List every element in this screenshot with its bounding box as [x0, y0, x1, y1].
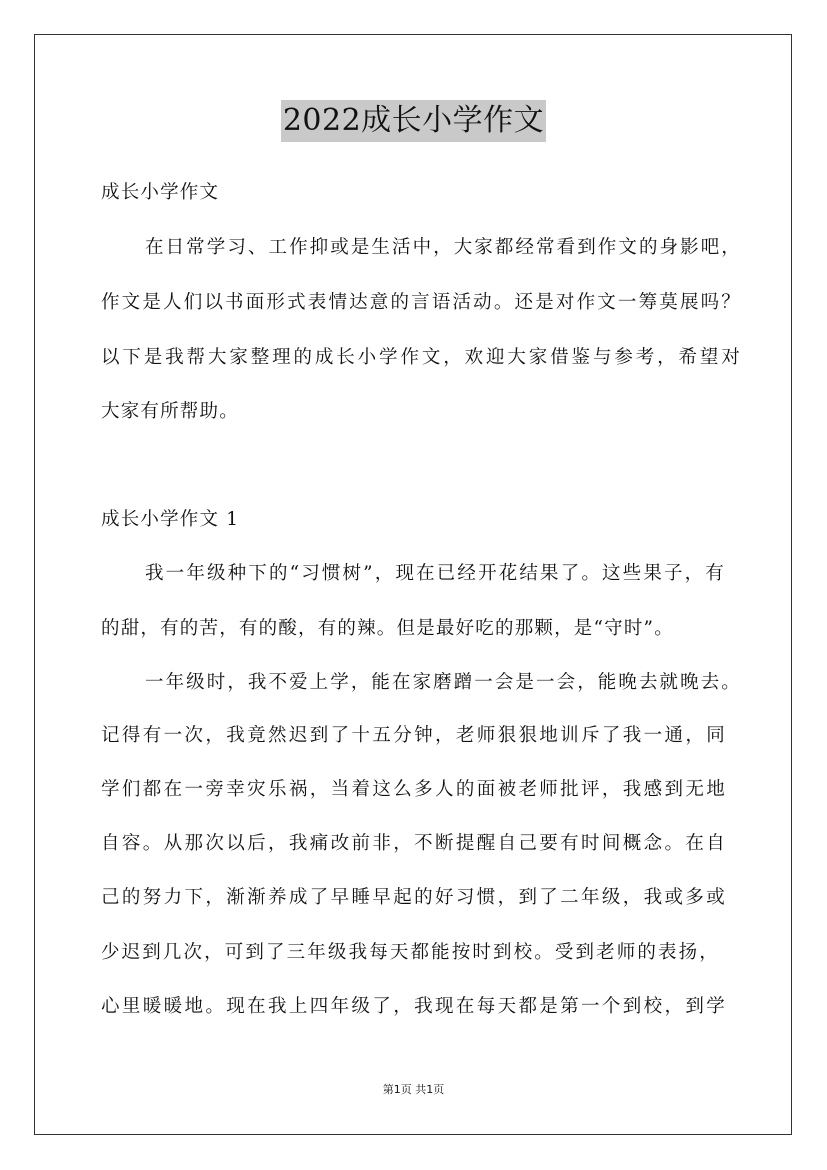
essay-line: 学们都在一旁幸灾乐祸，当着这么多人的面被老师批评，我感到无地: [101, 779, 726, 800]
essay-line: 少迟到几次，可到了三年级我每天都能按时到校。受到老师的表扬，: [101, 942, 719, 963]
intro-line: 以下是我帮大家整理的成长小学作文，欢迎大家借鉴与参考，希望对: [101, 347, 741, 368]
intro-line: 在日常学习、工作抑或是生活中，大家都经常看到作文的身影吧，: [145, 237, 741, 258]
title-wrap: [0, 100, 827, 142]
essay-line: 心里暖暖地。现在我上四年级了，我现在每天都是第一个到校，到学: [101, 996, 726, 1017]
intro-line: 作文是人们以书面形式表情达意的言语活动。还是对作文一筹莫展吗？: [101, 292, 741, 313]
essay-line: 自容。从那次以后，我痛改前非，不断提醒自己要有时间概念。在自: [101, 833, 726, 854]
essay-line: 的甜，有的苦，有的酸，有的辣。但是最好吃的那颗，是“守时”。: [101, 618, 674, 639]
section-heading: 成长小学作文: [101, 182, 220, 203]
essay-heading: 成长小学作文 1: [101, 509, 240, 530]
intro-line: 大家有所帮助。: [101, 401, 239, 422]
page-footer: 第1页 共1页: [382, 1083, 445, 1096]
essay-line: 一年级时，我不爱上学，能在家磨蹭一会是一会，能晚去就晚去。: [145, 672, 741, 693]
essay-line: 己的努力下，渐渐养成了早睡早起的好习惯，到了二年级，我或多或: [101, 887, 726, 908]
document-title: 2022成长小学作文: [281, 100, 546, 142]
essay-line: 记得有一次，我竟然迟到了十五分钟，老师狠狠地训斥了我一通，同: [101, 725, 726, 746]
essay-line: 我一年级种下的“习惯树”，现在已经开花结果了。这些果子，有: [145, 563, 725, 584]
